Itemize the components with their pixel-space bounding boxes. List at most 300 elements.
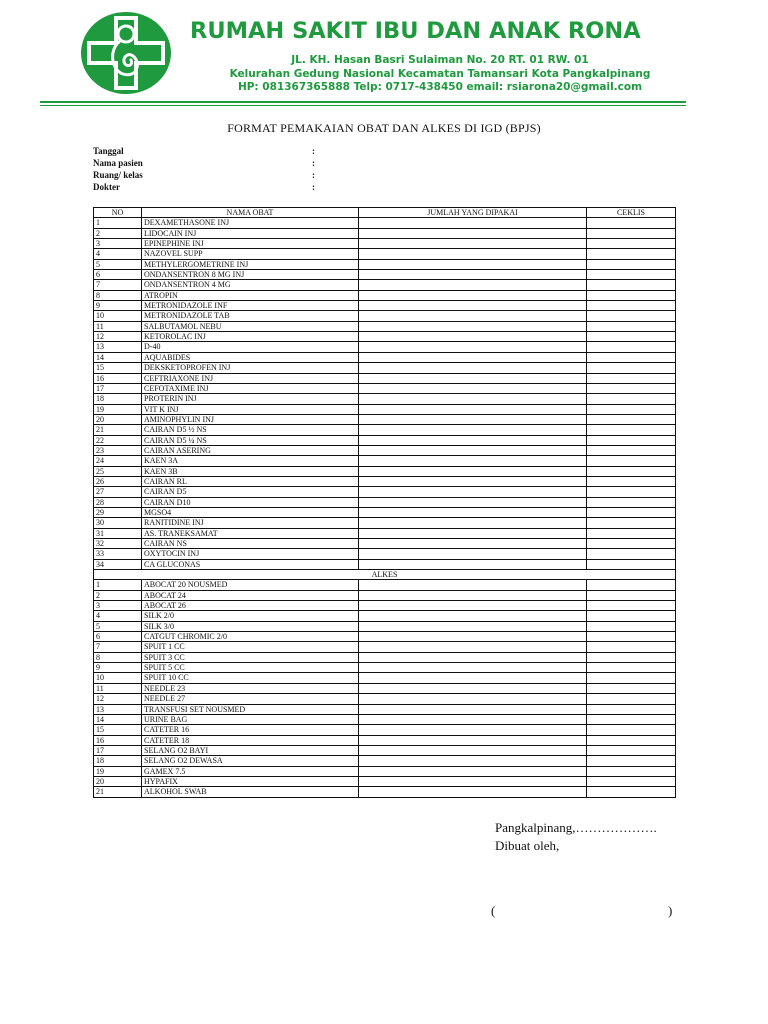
quantity-used-cell — [359, 549, 587, 559]
row-number: 17 — [94, 745, 142, 755]
quantity-used-cell — [359, 435, 587, 445]
alkes-row — [94, 787, 676, 797]
item-name: NEEDLE 23 — [142, 683, 359, 693]
item-name: CAIRAN NS — [142, 539, 359, 549]
item-name: SILK 2/0 — [142, 611, 359, 621]
alkes-row — [94, 652, 676, 662]
quantity-used-cell — [359, 363, 587, 373]
obat-row — [94, 301, 676, 311]
quantity-used-cell — [359, 611, 587, 621]
obat-row — [94, 559, 676, 569]
item-name: RANITIDINE INJ — [142, 518, 359, 528]
quantity-used-cell — [359, 683, 587, 693]
item-name: GAMEX 7.5 — [142, 766, 359, 776]
item-name: HYPAFIX — [142, 776, 359, 786]
field-label: Dokter — [93, 182, 120, 192]
quantity-used-cell — [359, 301, 587, 311]
item-name: ABOCAT 20 NOUSMED — [142, 580, 359, 590]
quantity-used-cell — [359, 394, 587, 404]
alkes-row — [94, 776, 676, 786]
checklist-cell — [587, 559, 676, 569]
hospital-contact: HP: 081367365888 Telp: 0717-438450 email: rsiarona20@gmail.com — [237, 81, 643, 93]
obat-row — [94, 445, 676, 455]
row-number: 26 — [94, 476, 142, 486]
checklist-cell — [587, 363, 676, 373]
row-number: 11 — [94, 683, 142, 693]
checklist-cell — [587, 714, 676, 724]
row-number: 10 — [94, 311, 142, 321]
checklist-cell — [587, 311, 676, 321]
row-number: 19 — [94, 404, 142, 414]
obat-row — [94, 456, 676, 466]
quantity-used-cell — [359, 673, 587, 683]
item-name: SILK 3/0 — [142, 621, 359, 631]
row-number: 31 — [94, 528, 142, 538]
checklist-cell — [587, 507, 676, 517]
obat-row — [94, 280, 676, 290]
quantity-used-cell — [359, 694, 587, 704]
row-number: 7 — [94, 642, 142, 652]
quantity-used-cell — [359, 270, 587, 280]
item-name: CAIRAN D10 — [142, 497, 359, 507]
field-separator: : — [312, 170, 315, 180]
quantity-used-cell — [359, 352, 587, 362]
quantity-used-cell — [359, 518, 587, 528]
row-number: 20 — [94, 414, 142, 424]
field-label: Ruang/ kelas — [93, 170, 143, 180]
row-number: 33 — [94, 549, 142, 559]
row-number: 7 — [94, 280, 142, 290]
checklist-cell — [587, 373, 676, 383]
item-name: KAEN 3A — [142, 456, 359, 466]
item-name: AS. TRANEKSAMAT — [142, 528, 359, 538]
checklist-cell — [587, 528, 676, 538]
checklist-cell — [587, 673, 676, 683]
row-number: 22 — [94, 435, 142, 445]
quantity-used-cell — [359, 373, 587, 383]
quantity-used-cell — [359, 663, 587, 673]
checklist-cell — [587, 611, 676, 621]
quantity-used-cell — [359, 249, 587, 259]
quantity-used-cell — [359, 404, 587, 414]
item-name: URINE BAG — [142, 714, 359, 724]
quantity-used-cell — [359, 652, 587, 662]
quantity-used-cell — [359, 507, 587, 517]
checklist-cell — [587, 321, 676, 331]
obat-row — [94, 342, 676, 352]
item-name: EPINEPHINE INJ — [142, 239, 359, 249]
checklist-cell — [587, 445, 676, 455]
row-number: 4 — [94, 249, 142, 259]
quantity-used-cell — [359, 342, 587, 352]
quantity-used-cell — [359, 239, 587, 249]
checklist-cell — [587, 394, 676, 404]
quantity-used-cell — [359, 601, 587, 611]
alkes-row — [94, 673, 676, 683]
item-name: DEXAMETHASONE INJ — [142, 218, 359, 228]
obat-row — [94, 528, 676, 538]
checklist-cell — [587, 518, 676, 528]
obat-row — [94, 363, 676, 373]
alkes-row — [94, 756, 676, 766]
obat-row — [94, 352, 676, 362]
field-dokter — [93, 182, 343, 194]
field-separator: : — [312, 182, 315, 192]
checklist-cell — [587, 539, 676, 549]
quantity-used-cell — [359, 487, 587, 497]
obat-row — [94, 218, 676, 228]
obat-row — [94, 549, 676, 559]
alkes-row — [94, 642, 676, 652]
item-name: AQUABIDES — [142, 352, 359, 362]
quantity-used-cell — [359, 787, 587, 797]
field-ruang-kelas — [93, 170, 343, 182]
item-name: NAZOVEL SUPP — [142, 249, 359, 259]
row-number: 6 — [94, 270, 142, 280]
item-name: SPUIT 1 CC — [142, 642, 359, 652]
alkes-row — [94, 663, 676, 673]
alkes-row — [94, 601, 676, 611]
quantity-used-cell — [359, 259, 587, 269]
row-number: 16 — [94, 373, 142, 383]
checklist-cell — [587, 580, 676, 590]
obat-row — [94, 414, 676, 424]
table-header-row — [94, 208, 676, 218]
row-number: 21 — [94, 425, 142, 435]
quantity-used-cell — [359, 714, 587, 724]
signature-open-paren: ( — [491, 903, 496, 918]
checklist-cell — [587, 383, 676, 393]
row-number: 30 — [94, 518, 142, 528]
quantity-used-cell — [359, 621, 587, 631]
quantity-used-cell — [359, 642, 587, 652]
checklist-cell — [587, 694, 676, 704]
row-number: 5 — [94, 621, 142, 631]
alkes-section-label: ALKES — [94, 570, 676, 580]
medication-table — [93, 207, 676, 798]
checklist-cell — [587, 228, 676, 238]
checklist-cell — [587, 270, 676, 280]
checklist-cell — [587, 683, 676, 693]
checklist-cell — [587, 404, 676, 414]
quantity-used-cell — [359, 735, 587, 745]
row-number: 1 — [94, 580, 142, 590]
field-separator: : — [312, 146, 315, 156]
item-name: SELANG O2 BAYI — [142, 745, 359, 755]
row-number: 29 — [94, 507, 142, 517]
checklist-cell — [587, 652, 676, 662]
obat-row — [94, 311, 676, 321]
obat-row — [94, 290, 676, 300]
row-number: 25 — [94, 466, 142, 476]
row-number: 11 — [94, 321, 142, 331]
item-name: ALKOHOL SWAB — [142, 787, 359, 797]
row-number: 16 — [94, 735, 142, 745]
signature-made-by: Dibuat oleh, — [495, 838, 560, 853]
row-number: 18 — [94, 756, 142, 766]
row-number: 3 — [94, 601, 142, 611]
checklist-cell — [587, 745, 676, 755]
quantity-used-cell — [359, 632, 587, 642]
item-name: NEEDLE 27 — [142, 694, 359, 704]
item-name: ATROPIN — [142, 290, 359, 300]
quantity-used-cell — [359, 321, 587, 331]
obat-row — [94, 518, 676, 528]
checklist-cell — [587, 425, 676, 435]
quantity-used-cell — [359, 776, 587, 786]
checklist-cell — [587, 476, 676, 486]
row-number: 14 — [94, 714, 142, 724]
obat-row — [94, 239, 676, 249]
quantity-used-cell — [359, 745, 587, 755]
quantity-used-cell — [359, 725, 587, 735]
item-name: D-40 — [142, 342, 359, 352]
item-name: ABOCAT 26 — [142, 601, 359, 611]
item-name: ABOCAT 24 — [142, 590, 359, 600]
quantity-used-cell — [359, 476, 587, 486]
checklist-cell — [587, 766, 676, 776]
alkes-row — [94, 621, 676, 631]
row-number: 12 — [94, 694, 142, 704]
alkes-row — [94, 704, 676, 714]
row-number: 18 — [94, 394, 142, 404]
field-label: Nama pasien — [93, 158, 143, 168]
obat-row — [94, 332, 676, 342]
alkes-row — [94, 745, 676, 755]
item-name: ONDANSENTRON 8 MG INJ — [142, 270, 359, 280]
form-title: FORMAT PEMAKAIAN OBAT DAN ALKES DI IGD (BPJS) — [227, 121, 541, 135]
checklist-cell — [587, 787, 676, 797]
checklist-cell — [587, 601, 676, 611]
row-number: 13 — [94, 342, 142, 352]
row-number: 2 — [94, 228, 142, 238]
checklist-cell — [587, 776, 676, 786]
row-number: 10 — [94, 673, 142, 683]
alkes-row — [94, 694, 676, 704]
row-number: 21 — [94, 787, 142, 797]
row-number: 20 — [94, 776, 142, 786]
checklist-cell — [587, 435, 676, 445]
checklist-cell — [587, 218, 676, 228]
row-number: 34 — [94, 559, 142, 569]
item-name: VIT K INJ — [142, 404, 359, 414]
field-label: Tanggal — [93, 146, 124, 156]
item-name: CATGUT CHROMIC 2/0 — [142, 632, 359, 642]
quantity-used-cell — [359, 290, 587, 300]
checklist-cell — [587, 249, 676, 259]
item-name: MGSO4 — [142, 507, 359, 517]
quantity-used-cell — [359, 497, 587, 507]
obat-row — [94, 270, 676, 280]
alkes-section-row — [94, 570, 676, 580]
header-nama-obat: NAMA OBAT — [142, 208, 359, 218]
alkes-row — [94, 632, 676, 642]
quantity-used-cell — [359, 218, 587, 228]
quantity-used-cell — [359, 383, 587, 393]
checklist-cell — [587, 290, 676, 300]
obat-row — [94, 507, 676, 517]
field-nama-pasien — [93, 158, 343, 170]
quantity-used-cell — [359, 228, 587, 238]
row-number: 12 — [94, 332, 142, 342]
item-name: PROTERIN INJ — [142, 394, 359, 404]
hospital-address-line-1: JL. KH. Hasan Basri Sulaiman No. 20 RT. 01 RW. 01 — [291, 54, 589, 66]
item-name: CAIRAN D5 ¼ NS — [142, 435, 359, 445]
obat-row — [94, 466, 676, 476]
quantity-used-cell — [359, 704, 587, 714]
obat-row — [94, 476, 676, 486]
checklist-cell — [587, 466, 676, 476]
quantity-used-cell — [359, 466, 587, 476]
row-number: 3 — [94, 239, 142, 249]
quantity-used-cell — [359, 539, 587, 549]
checklist-cell — [587, 301, 676, 311]
signature-place-date: Pangkalpinang,………………. — [495, 820, 657, 835]
item-name: CEFTRIAXONE INJ — [142, 373, 359, 383]
alkes-row — [94, 735, 676, 745]
item-name: SPUIT 3 CC — [142, 652, 359, 662]
quantity-used-cell — [359, 311, 587, 321]
item-name: CAIRAN RL — [142, 476, 359, 486]
hospital-address-line-2: Kelurahan Gedung Nasional Kecamatan Tamansari Kota Pangkalpinang — [229, 68, 651, 80]
obat-row — [94, 487, 676, 497]
item-name: CAIRAN ASERING — [142, 445, 359, 455]
item-name: CEFOTAXIME INJ — [142, 383, 359, 393]
obat-row — [94, 383, 676, 393]
header-divider-thin — [40, 105, 686, 106]
checklist-cell — [587, 663, 676, 673]
obat-row — [94, 259, 676, 269]
checklist-cell — [587, 342, 676, 352]
item-name: AMINOPHYLIN INJ — [142, 414, 359, 424]
checklist-cell — [587, 725, 676, 735]
alkes-row — [94, 590, 676, 600]
checklist-cell — [587, 280, 676, 290]
item-name: ONDANSENTRON 4 MG — [142, 280, 359, 290]
quantity-used-cell — [359, 766, 587, 776]
field-tanggal — [93, 146, 343, 158]
item-name: CA GLUCONAS — [142, 559, 359, 569]
checklist-cell — [587, 259, 676, 269]
obat-row — [94, 228, 676, 238]
item-name: CATETER 18 — [142, 735, 359, 745]
checklist-cell — [587, 414, 676, 424]
alkes-row — [94, 580, 676, 590]
item-name: SPUIT 5 CC — [142, 663, 359, 673]
field-separator: : — [312, 158, 315, 168]
row-number: 6 — [94, 632, 142, 642]
quantity-used-cell — [359, 280, 587, 290]
header-divider — [40, 101, 686, 103]
item-name: SALBUTAMOL NEBU — [142, 321, 359, 331]
alkes-row — [94, 714, 676, 724]
obat-row — [94, 373, 676, 383]
row-number: 5 — [94, 259, 142, 269]
item-name: CAIRAN D5 ½ NS — [142, 425, 359, 435]
item-name: METHYLERGOMETRINE INJ — [142, 259, 359, 269]
header-jumlah: JUMLAH YANG DIPAKAI — [359, 208, 587, 218]
patient-info-fields — [93, 146, 343, 194]
quantity-used-cell — [359, 756, 587, 766]
row-number: 9 — [94, 301, 142, 311]
checklist-cell — [587, 756, 676, 766]
checklist-cell — [587, 332, 676, 342]
obat-row — [94, 394, 676, 404]
header-ceklis: CEKLIS — [587, 208, 676, 218]
item-name: METRONIDAZOLE INF — [142, 301, 359, 311]
item-name: TRANSFUSI SET NOUSMED — [142, 704, 359, 714]
signature-close-paren: ) — [668, 903, 673, 918]
item-name: DEKSKETOPROFEN INJ — [142, 363, 359, 373]
alkes-row — [94, 725, 676, 735]
row-number: 15 — [94, 363, 142, 373]
row-number: 8 — [94, 290, 142, 300]
checklist-cell — [587, 590, 676, 600]
item-name: METRONIDAZOLE TAB — [142, 311, 359, 321]
item-name: SELANG O2 DEWASA — [142, 756, 359, 766]
item-name: CATETER 16 — [142, 725, 359, 735]
obat-row — [94, 497, 676, 507]
item-name: KETOROLAC INJ — [142, 332, 359, 342]
checklist-cell — [587, 621, 676, 631]
quantity-used-cell — [359, 590, 587, 600]
row-number: 15 — [94, 725, 142, 735]
quantity-used-cell — [359, 528, 587, 538]
checklist-cell — [587, 456, 676, 466]
quantity-used-cell — [359, 456, 587, 466]
row-number: 13 — [94, 704, 142, 714]
checklist-cell — [587, 642, 676, 652]
header-no: NO — [94, 208, 142, 218]
row-number: 27 — [94, 487, 142, 497]
row-number: 14 — [94, 352, 142, 362]
quantity-used-cell — [359, 580, 587, 590]
quantity-used-cell — [359, 414, 587, 424]
item-name: LIDOCAIN INJ — [142, 228, 359, 238]
row-number: 2 — [94, 590, 142, 600]
checklist-cell — [587, 735, 676, 745]
checklist-cell — [587, 549, 676, 559]
row-number: 4 — [94, 611, 142, 621]
obat-row — [94, 435, 676, 445]
obat-row — [94, 425, 676, 435]
row-number: 8 — [94, 652, 142, 662]
hospital-logo — [79, 10, 173, 96]
obat-row — [94, 249, 676, 259]
hospital-name: RUMAH SAKIT IBU DAN ANAK RONA — [190, 18, 641, 44]
row-number: 17 — [94, 383, 142, 393]
row-number: 1 — [94, 218, 142, 228]
quantity-used-cell — [359, 445, 587, 455]
row-number: 32 — [94, 539, 142, 549]
row-number: 19 — [94, 766, 142, 776]
item-name: SPUIT 10 CC — [142, 673, 359, 683]
checklist-cell — [587, 632, 676, 642]
obat-row — [94, 321, 676, 331]
checklist-cell — [587, 497, 676, 507]
quantity-used-cell — [359, 559, 587, 569]
row-number: 9 — [94, 663, 142, 673]
quantity-used-cell — [359, 332, 587, 342]
checklist-cell — [587, 487, 676, 497]
checklist-cell — [587, 704, 676, 714]
item-name: OXYTOCIN INJ — [142, 549, 359, 559]
checklist-cell — [587, 239, 676, 249]
alkes-row — [94, 611, 676, 621]
row-number: 24 — [94, 456, 142, 466]
row-number: 23 — [94, 445, 142, 455]
obat-row — [94, 404, 676, 414]
